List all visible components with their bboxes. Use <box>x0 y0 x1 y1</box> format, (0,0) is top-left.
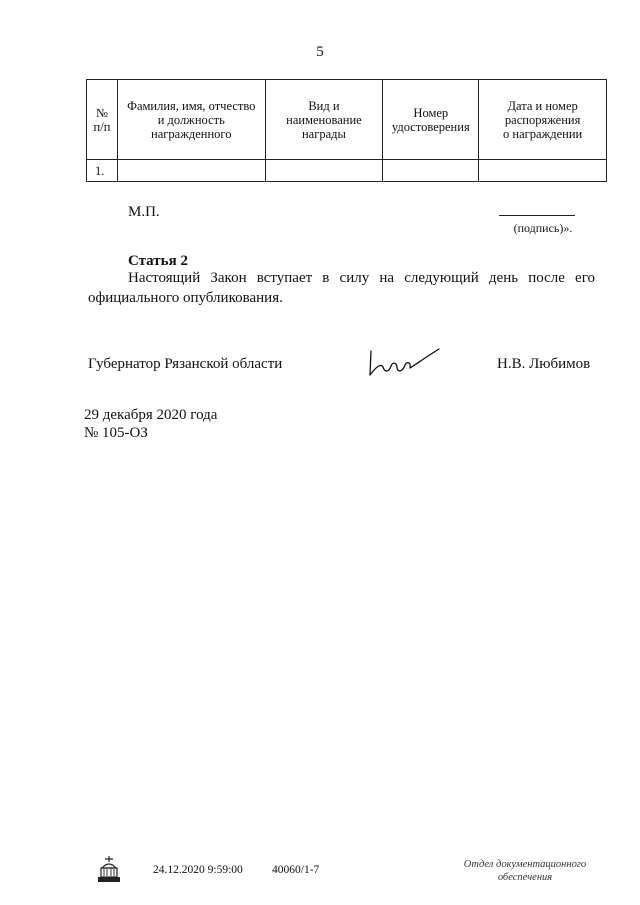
header-cell-recipient: Фамилия, имя, отчество и должность награжденного <box>117 80 265 160</box>
header-cell-certificate-number: Номер удостоверения <box>383 80 479 160</box>
article-heading: Статья 2 <box>128 253 188 269</box>
header-cell-award-type: Вид и наименование награды <box>265 80 383 160</box>
awards-table <box>86 79 607 182</box>
department-stamp: Отдел документационного обеспечения <box>463 859 587 883</box>
header-cell-order-date: Дата и номер распоряжения о награждении <box>479 80 607 160</box>
article-text: Настоящий Закон вступает в силу на следующий день после его официального опубликования. <box>88 270 595 306</box>
document-number: № 105-ОЗ <box>84 425 148 441</box>
table-cell <box>383 160 479 182</box>
table-header-row <box>87 80 607 160</box>
footer-timestamp: 24.12.2020 9:59:00 <box>153 864 243 876</box>
table-cell <box>117 160 265 182</box>
table-row <box>87 160 607 182</box>
governor-name: Н.В. Любимов <box>497 356 591 372</box>
handwritten-signature <box>367 345 445 381</box>
table-cell <box>479 160 607 182</box>
signature-line <box>499 215 575 216</box>
footer-document-code: 40060/1-7 <box>272 864 320 876</box>
table-cell: 1. <box>87 160 118 182</box>
signature-caption: (подпись)». <box>513 221 573 235</box>
seal-placeholder-label: М.П. <box>128 204 160 220</box>
governor-title: Губернатор Рязанской области <box>88 356 283 372</box>
page-number: 5 <box>316 44 324 60</box>
table-cell <box>265 160 383 182</box>
duma-emblem-logo <box>96 854 122 884</box>
header-cell-number: № п/п <box>87 80 118 160</box>
document-date: 29 декабря 2020 года <box>84 407 218 423</box>
